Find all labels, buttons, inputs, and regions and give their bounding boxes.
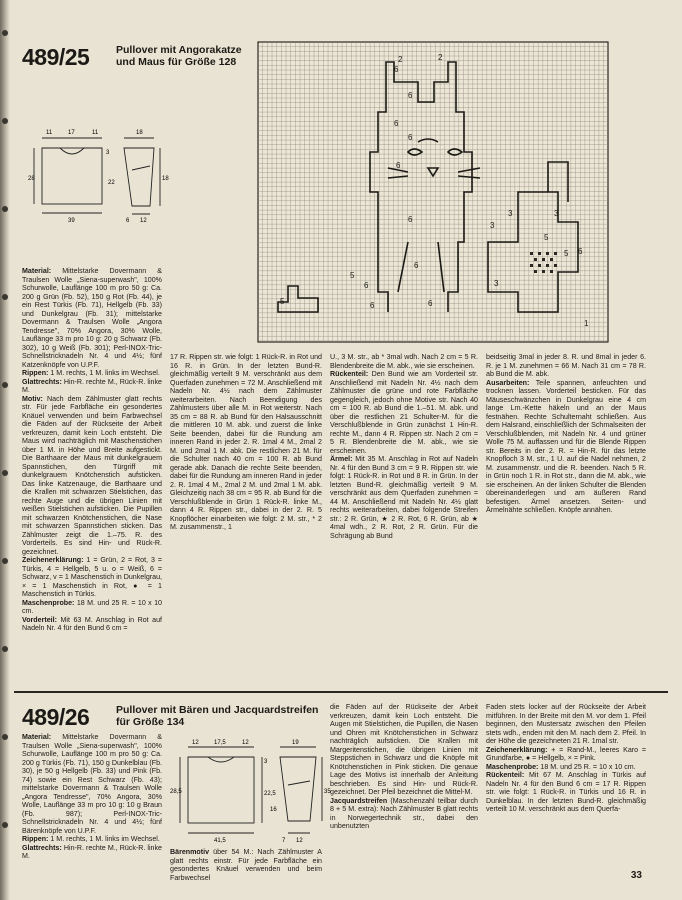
chart-symbol: 5 (280, 297, 285, 306)
paragraph (330, 797, 478, 831)
paragraph-text: über 54 M.: Nach Zählmuster A glatt rechts einstr. Für jede Farbfläche ein gesondertes Knäuel verwenden und beim Farbwechsel (170, 848, 322, 882)
paragraph (330, 455, 478, 540)
paragraph (22, 599, 162, 616)
garment-schematic-134 (170, 735, 335, 845)
chart-symbol: 3 (490, 221, 495, 230)
paragraph (486, 771, 646, 814)
paragraph-heading: Material: (22, 733, 52, 741)
chart-symbol: 3 (494, 279, 499, 288)
schematic-label: 41,5 (214, 838, 226, 844)
paragraph-text: 1 M. rechts, 1 M. links im Wechsel. (48, 835, 160, 843)
pattern-title: Pullover mit Angorakatze und Maus für Größe 128 (116, 44, 242, 68)
schematic-label: 12 (242, 740, 249, 746)
paragraph (22, 733, 162, 835)
paragraph-text: Den Bund wie am Vorderteil str. Anschließend mit Nadeln Nr. 4½ nach dem Zählmuster die grüne und rote Farbfläche gegengleich, jedoch ohne Motive str. Nach 40 cm = 100 R. ab Bund die 1.–51. M. abk. und über die restlichen 21 Schulter-M. für die Verschlußblende in Grün zunächst 1 Hin-R. rechte M., dann 4 R. Rippen str. Nach 2 cm = 5 R. Blendenbreite die M. abk., wie sie erscheinen. (330, 370, 478, 455)
paragraph-text: 18 M. und 25 R. = 10 x 10 cm. (538, 762, 636, 771)
schematic-label: 28,5 (170, 789, 182, 795)
paragraph (486, 746, 646, 763)
schematic-label: 18 (136, 130, 143, 136)
pattern-number: 489/25 (22, 44, 90, 70)
paragraph-heading: Maschenprobe: (486, 762, 539, 771)
paragraph-heading: Rippen: (22, 369, 49, 377)
schematic-label: 12 (296, 838, 303, 844)
schematic-label: 39 (68, 218, 75, 224)
paragraph-heading: Jacquardstreifen (330, 796, 388, 805)
text-column-2 (170, 353, 322, 687)
chart-symbol: 1 (584, 319, 589, 328)
chart-symbol: 5 (350, 271, 355, 280)
paragraph-text: 18 M. und 25 R. = 10 x 10 cm. (22, 598, 162, 615)
chart-symbol: 2 (398, 55, 403, 64)
paragraph-text: Mit 63 M. Anschlag in Rot auf Nadeln Nr. 4 für den Bund 6 cm = (22, 615, 162, 632)
paragraph-text: Nach dem Zählmuster glatt rechts str. Für jede Farbfläche ein gesondertes Knäuel verwenden und beim Farbwechsel die Fäden auf der Rückseite der Arbeit verkreuzen, damit kein Loch entsteht. Die Maus wird nachträglich mit Maschenstichen über 1 M. in Höhe und Breite aufgestickt. Die Barthaare der Maus mit dunkelgrauem Spannstichen, den Türgriff mit dunkelgrauem Knötchenstich aufsticken. Das linke Katzenauge, die Barthaare und die Krallen mit schwarzen Stielstichen, das rechte Auge und die übrigen Linien mit weißen Stielstichen aufsticken. Die Pupillen mit schwarzen Knötchenstichen, die Nase mit schwarzen Spannstichen sticken. Das Zählmuster zeigt die 1.–75. R. des Vorderteils. Es sind Hin- und Rück-R. gezeichnet. (22, 394, 162, 556)
binding-hole (2, 470, 8, 476)
schematic-label: 19 (292, 740, 299, 746)
schematic-label: 35 (324, 789, 331, 795)
text-column-1b (22, 733, 162, 883)
chart-symbol: 5 (544, 233, 549, 242)
paragraph-text: 1 = Grün, 2 = Rot, 3 = Türkis, 4 = Hellgelb, 5 u. o = Weiß, 6 = Schwarz, v = 1 Maschenstich in Dunkelgrau, × = 1 Maschenstich in Rot, ● = 1 Maschenstich in Türkis. (22, 556, 162, 598)
paragraph-text: Mit 35 M. Anschlag in Rot auf Nadeln Nr. 4 für den Bund 3 cm = 9 R. Rippen str. wie folgt: 1 Rück-R. in Rot und 8 R. in Grün. In der letzten Bund-R. gleichmäßig verteilt 9 M. verschränkt aus dem Querfaden zunehmen = 44 M. Anschließend mit Nadeln Nr. 4½ glatt rechts weiterarbeiten, dabei folgende Streifen str.: 2 R. Grün, ★ 2 R. Rot, 6 R. Grün, ab ★ 4mal wdh., 2 R. Rot, 2 R. Grün. Für die Schrägung ab Bund (330, 455, 478, 540)
chart-symbol: 6 (414, 261, 419, 270)
schematic-label: 28 (28, 176, 35, 182)
paragraph-heading: Bärenmotiv (170, 848, 210, 856)
binding-hole (2, 558, 8, 564)
paragraph (22, 369, 162, 378)
binding-hole (2, 382, 8, 388)
paragraph-heading: Ärmel: (330, 455, 353, 463)
chart-symbol: 6 (394, 119, 399, 128)
paragraph: beidseitig 3mal in jeder 8. R. und 8mal in jeder 6. R. je 1 M. zunehmen = 66 M. Nach 31 cm = 78 R. ab Bund die M. abk. (486, 353, 646, 378)
chart-symbol: 2 (438, 53, 443, 62)
paragraph (486, 379, 646, 515)
chart-symbol: 6 (396, 161, 401, 170)
chart-symbol: 3 (508, 209, 513, 218)
paragraph-heading: Zeichenerklärung: (22, 556, 84, 564)
paragraph (22, 556, 162, 599)
paragraph-heading: Ausarbeiten: (486, 378, 530, 387)
paragraph (170, 848, 322, 882)
schematic-label: 7 (282, 838, 286, 844)
paragraph-text: 1 M. rechts, 1 M. links im Wechsel. (48, 369, 160, 377)
paragraph-text: Mit 67 M. Anschlag in Türkis auf Nadeln Nr. 4 für den Bund 6 cm = 17 R. Rippen str. wie folgt: 1 Rück-R. in Türkis und 16 R. in Dunkelblau. In der letzten Bund-R. gleichmäßig verteilt 10 M. verschränkt aus dem Querfa- (486, 771, 646, 813)
text-column-2b (170, 848, 322, 888)
schematic-label: 22,5 (264, 791, 276, 797)
paragraph-heading: Rippen: (22, 835, 49, 843)
text-column-3 (330, 353, 478, 687)
chart-symbol: 6 (428, 299, 433, 308)
paragraph (22, 616, 162, 633)
binding-hole (2, 118, 8, 124)
chart-symbol: 6 (578, 247, 583, 256)
paragraph-heading: Vorderteil: (22, 615, 57, 624)
schematic-label: 11 (46, 130, 53, 136)
paragraph (22, 844, 162, 861)
schematic-label: 12 (192, 740, 199, 746)
binding-hole (2, 206, 8, 212)
schematic-label: 22 (108, 180, 115, 186)
paragraph-heading: Zeichenerklärung: (486, 745, 548, 754)
paragraph-heading: Material: (22, 267, 52, 275)
paragraph-heading: Glattrechts: (22, 843, 62, 852)
schematic-label: 17 (68, 130, 75, 136)
chart-symbol: 6 (364, 281, 369, 290)
chart-symbol: 6 (408, 215, 413, 224)
paragraph (330, 370, 478, 455)
paragraph (22, 395, 162, 557)
chart-symbol: 5 (564, 249, 569, 258)
page-number: 33 (630, 870, 642, 881)
paragraph-heading: Maschenprobe: (22, 598, 75, 607)
chart-symbol: 6 (408, 91, 413, 100)
paragraph (486, 763, 646, 772)
paragraph-text: (Maschenzahl teilbar durch 8 + 5 M. extra): Nach Zählmuster B glatt rechts in Norwegertechnik str., dabei den unbenutzten (330, 796, 478, 830)
binding-hole (2, 30, 8, 36)
text-column-1 (22, 267, 162, 687)
schematic-label: 3 (264, 759, 268, 765)
text-column-3b (330, 703, 478, 888)
paragraph: 17 R. Rippen str. wie folgt: 1 Rück-R. in Rot und 16 R. in Grün. In der letzten Bund-R. gleichmäßig verteilt 9 M. verschränkt aus dem Querfaden zunehmen = 72 M. Anschließend mit Nadeln Nr. 4½ nach dem Zählmuster weiterarbeiten. Nach Beendigung des Zählmusters über alle M. in Rot weiterstr. Nach 35 cm = 88 R. ab Bund für den Halsausschnitt die mittleren 10 M. abk. und zuerst die linke Seite beenden, dabei für die Rundung am inneren Rand in jeder 2. R. 1mal 4 M., 2mal 2 M. und 2mal 1 M. abk. Die restlichen 21 M. für die Schulter nach 40 cm = 100 R. ab Bund gerade abk. Danach die rechte Seite beenden, dabei für die Rundung am inneren Rand in jeder 2. R. 1mal 4 M., 2mal 2 M. und 2mal 1 M. abk. Gleichzeitig nach 38 cm = 95 R. ab Bund für die Verschlußblende in Grün 1 Rück-R. linke M., dann 4 R. Rippen str., dabei in der 2. R. 5 Knopflöcher einarbeiten wie folgt: 2 M. str., * 2 M. zusammenstr., 1 (170, 353, 322, 531)
paragraph-text: + = Rand-M., leeres Karo = Grundfarbe, ● = Hellgelb, × = Pink. (486, 745, 646, 762)
pattern-title: Pullover mit Bären und Jacquardstreifen für Größe 134 (116, 704, 319, 728)
knitting-chart-cat (258, 42, 608, 342)
paragraph: Faden stets locker auf der Rückseite der Arbeit mitführen. In der Breite mit den M. vor dem 1. Pfeil beginnen, den Mustersatz zwischen den Pfeilen stets wdh., enden mit den M. nach dem 2. Pfeil. In der Höhe die gezeichneten 21 R. 1mal str. (486, 703, 646, 745)
binding-hole (2, 646, 8, 652)
text-column-4 (486, 353, 646, 687)
section-divider (14, 691, 668, 693)
chart-symbol: 6 (370, 301, 375, 310)
schematic-label: 12 (140, 218, 147, 224)
paragraph (22, 835, 162, 844)
paragraph (22, 267, 162, 369)
paragraph-heading: Rückenteil: (486, 771, 525, 779)
paragraph-heading: Motiv: (22, 394, 43, 403)
schematic-label: 6 (126, 218, 130, 224)
schematic-label: 18 (162, 176, 169, 182)
binding-hole (2, 734, 8, 740)
paragraph (22, 378, 162, 395)
paragraph-text: Hin-R. rechte M., Rück-R. linke M. (22, 843, 162, 860)
paragraph-text: Hin-R. rechte M., Rück-R. linke M. (22, 377, 162, 394)
chart-symbol: 3 (554, 209, 559, 218)
paragraph-text: Teile spannen, anfeuchten und trocknen lassen. Vorderteil besticken. Für das Mäuseschwänzchen in Dunkelgrau eine 4 cm lange Lm.-Kette häkeln und an der Maus festnähen. Rechte Schulternaht schließen. Aus dem Halsrand, einschließlich der Schmalseiten der Verschlußblenden, mit Nadeln Nr. 4 und grüner Wolle 75 M. auffassen und für die Blende Rippen str. Bereits in der 2. R. = Hin-R. für das letzte Knopfloch 3 M. str., 1 U. auf die Nadel nehmen, 2 M. zusammenstr. und die R. beenden. Nach 5 R. in Grün noch 1 R. in Rot str., dann die M. abk., wie sie erscheinen. An der linken Schulter die Blenden übereinanderlegen und am äußeren Rand befestigen. Ärmel ansetzen. Seiten- und Ärmelnähte schließen. Knöpfe annähen. (486, 378, 646, 514)
paragraph-text: Mittelstarke Dovermann & Traulsen Wolle „Siena-superwash", 100% Schurwolle, Lauflänge 100 m pro 50 g: Ca. 200 g Türkis (Fb. 71), 150 g Dunkelblau (Fb. 30), je 50 g Hellgelb (Fb. 33) und Pink (Fb. 74) sowie ein Rest Schwarz (Fb. 43); mittelstarke Dovermann & Traulsen Wolle „Angora Tendresse", 70% Angora, 30% Wolle, Lauflänge 33 m pro 10 g: 10 g Braun (Fb. 987); Perl-INOX-Tric-Schnellstricknadeln Nr. 4 und 4½; fünf Bärenknöpfe von U.P.F. (22, 733, 162, 835)
text-column-4b (486, 703, 646, 888)
paragraph-text: Mittelstarke Dovermann & Traulsen Wolle „Siena-superwash", 100% Schurwolle, Lauflänge 100 m pro 50 g: Ca. 200 g Grün (Fb. 52), 150 g Rot (Fb. 44), je ein Rest Türkis (Fb. 71), Hellgelb (Fb. 33) und Dunkelgrau (Fb. 31); mittelstarke Dovermann & Traulsen Wolle „Angora Tendresse", 70% Angora, 30% Wolle, Lauflänge 33 m pro 10 g: 20 g Schwarz (Fb. 302), 10 g Weiß (Fb. 301); Perl-INOX-Tric-Schnellstricknadeln Nr. 4 und 4½; fünf Katzenknöpfe von U.P.F. (22, 267, 162, 369)
chart-symbol: 6 (394, 65, 399, 74)
schematic-label: 11 (92, 130, 99, 136)
binding-hole (2, 822, 8, 828)
schematic-label: 3 (106, 150, 110, 156)
paragraph: U., 3 M. str., ab * 3mal wdh. Nach 2 cm = 5 R. Blendenbreite die M. abk., wie sie erscheinen. (330, 353, 478, 370)
pattern-number: 489/26 (22, 704, 90, 730)
binding-holes (2, 30, 8, 890)
paragraph: die Fäden auf der Rückseite der Arbeit verkreuzen, damit kein Loch entsteht. Die Augen mit Stielstichen, die Pupillen, die Nasen und Ohren mit Knötchenstichen in Schwarz nachträglich aufsticken. Die Krallen mit Margeritenstichen, die übrigen Linien mit Steppstichen in Schwarz und die Knöpfe mit Knötchenstichen in Pink sticken. Die genaue Lage des Motivs ist innerhalb der Anleitung beschrieben. Es sind Hin- und Rück-R. gezeichnet. Der Pfeil bezeichnet die Mittel-M. (330, 703, 478, 796)
paragraph-heading: Glattrechts: (22, 377, 62, 386)
paragraph-heading: Rückenteil: (330, 370, 369, 378)
chart-symbol: 6 (408, 133, 413, 142)
schematic-label: 16 (270, 807, 277, 813)
schematic-label: 17,5 (214, 740, 226, 746)
garment-schematic-128 (28, 120, 168, 225)
binding-hole (2, 294, 8, 300)
